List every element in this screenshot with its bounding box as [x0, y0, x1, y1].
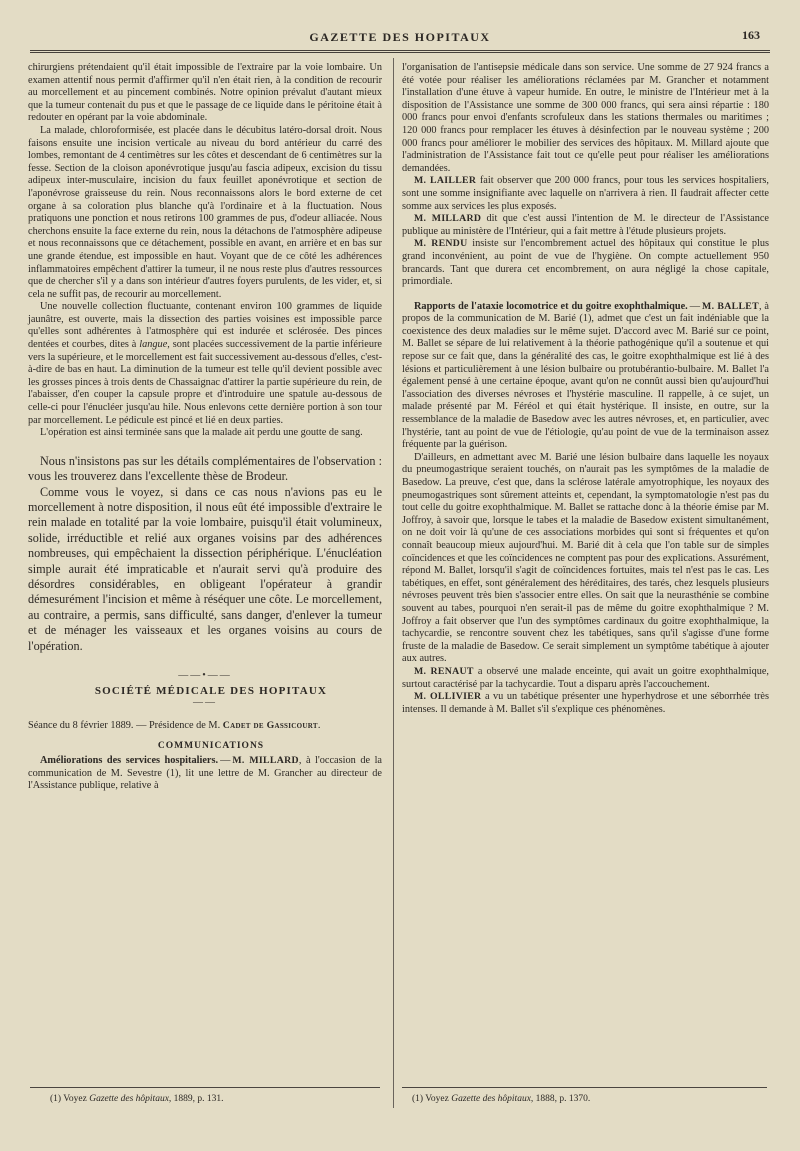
column-divider [393, 58, 394, 1108]
president-name: Cadet de Gassicourt [222, 719, 318, 731]
text-run: , à propos de la communication de M. Barié (1), admet que c'est un fait indéniable que la coexistence des deux maladies sur le même sujet. D'accord avec M. Barié sur ce point, M. Ballet se sépare de lui relativement à la théorie pathogénique qu'il a soutenue et qui repose sur ce fait que, dans la généralité des cas, le goitre exophthalmique est lié à des lésions et particulièrement à une lésion bulbaire ou protubérantio-bulbaire. M. Ballet l'a également pensé à une certaine époque, avant qu'on ne connût aussi bien qu'aujourd'hui l'association des diverses névroses et l'hystérie masculine. Il rappelle, à ce sujet, un malade présenté par M. Féréol et qui était hystérique. Il insiste, en outre, sur la ressemblance de la maladie de Basedow avec les autres névroses, et, en particulier, avec l'hystérie, tant au point de vue de l'étiologie, qu'au point de vue de la terminaison assez fréquente par la guérison. [402, 300, 770, 451]
speaker-name: M. OLLIVIER [414, 691, 482, 703]
paragraph: Comme vous le voyez, si dans ce cas nous n'avions pas eu le morcellement à notre disposition, il nous eût été impossible d'extraire le rein malade en totalité par la voie lombaire, puisqu'il était volumineux, solide, irréductible et relié aux organes voisins par des adhérences nombreuses, qui empêchaient la dissection périphérique. L'énucléation simple aurait été impraticable et n'aurait servi qu'à produire des désordres considérables, en obligeant l'opérateur à grandir démesurément l'incision et même à réséquer une côte. Le morcellement, au contraire, a permis, sans difficulté, sans danger, d'enlever la tumeur et de ménager les vaisseaux et les organes voisins au cours de l'opération. [28, 484, 382, 653]
paragraph: Améliorations des services hospitaliers. — M. MILLARD, à l'occasion de la communication de M. Sevestre (1), lit une lettre de M. Grancher au directeur de l'Assistance publique, relative à [28, 755, 383, 792]
paragraph [402, 691, 769, 716]
text-run: a vu un tabétique présenter une hyperhydrose et une séborrhée très intenses. Il demande à M. Ballet s'il s'explique ces phénomènes. [402, 691, 769, 715]
text-run: (1) Voyez [50, 1094, 90, 1104]
footnote [412, 1094, 590, 1104]
text-run: insiste sur l'encombrement actuel des hôpitaux qui constitue le plus grand inconvénient, au point de vue de l'hygiène. On compte actuellement 950 brancards. Tant que durera cet encombrement, on aura négligé la chose capitale, primordiale. [402, 238, 769, 288]
speaker-name: M. RENAUT [414, 665, 474, 677]
paragraph [402, 666, 769, 691]
speaker-name: M. MILLARD [232, 755, 299, 767]
speaker-name: M. LAILLER [414, 175, 477, 187]
text-run: , à l'occasion de la communication de M. Sevestre (1), lit une lettre de M. Grancher au directeur de l'Assistance publique, relative à [28, 755, 383, 792]
footnote-rule [402, 1087, 767, 1088]
paragraph: l'organisation de l'antisepsie médicale dans son service. Une somme de 27 924 francs a été votée pour réaliser les améliorations réclamées par M. Grancher et notamment l'installation d'une étuve à vapeur humide. En outre, le ministre de l'Intérieur met à la disposition de l'Assistance une somme de 300 000 francs, qui sera ainsi répartie : 180 000 francs pour envoi d'enfants scrofuleux dans les stations thermales ou maritimes ; 120 000 francs pour remplacer les étuves à désinfection par le nouveau système ; 200 000 francs pour améliorer le mobilier des services des hôpitaux. M. Millard ajoute que l'administration de l'Assistance fait tout ce qu'elle peut pour réaliser les améliorations demandées. [402, 62, 769, 174]
footnote-rule [30, 1087, 380, 1088]
paragraph [402, 175, 769, 213]
journal-ref: Gazette des hôpitaux [451, 1094, 531, 1104]
session-line [28, 720, 382, 733]
journal-title: GAZETTE DES HOPITAUX [309, 30, 491, 44]
header-rule [30, 50, 770, 53]
paragraph: chirurgiens prétendaient qu'il était impossible de l'extraire par la voie lombaire. Un examen attentif nous permit d'affirmer qu'il n'en était rien, à la condition de recourir au morcellement et au pincement combinés. Notre opinion prévalut d'autant mieux que la tumeur contenait du pus et que le passage de ce liquide dans le péritoine était à redouter en opérant par la voie abdominale. [28, 62, 382, 124]
text-run: , sont placées successivement de la partie inférieure vers la supérieure, et le morcellement est fait successivement au-dessous d'elles, c'est-à-dire de bas en haut. La diminution de la tumeur est telle qu'il devient possible avec les grosses pinces à trois dents de Chassaignac d'attirer la partie supérieure du rein, de l'abaisser, d'en couper la capsule propre et d'introduire une spatule au-dessous de celle-ci pour l'énucléer jusqu'au hile. Nous enlevons cette dernière portion à son tour par morcellement. Le pédicule est pincé et lié en deux parties. [28, 339, 382, 426]
italic-term: langue [139, 339, 168, 351]
running-head [0, 28, 800, 48]
speaker-name: M. RENDU [414, 238, 468, 250]
page-number: 163 [742, 28, 760, 42]
footnote [50, 1094, 224, 1104]
text-run: (1) Voyez [412, 1094, 452, 1104]
text-run: a observé une malade enceinte, qui avait un goitre exophthalmique, surtout caractérisé par la tachycardie. Tout a disparu après l'accouchement. [402, 665, 770, 690]
text-run: dit que c'est aussi l'intention de M. le directeur de l'Assistance publique au ministère de l'Intérieur, qui a fait mettre à l'étude plusieurs projets. [402, 213, 770, 237]
paragraph: Nous n'insistons pas sur les détails complémentaires de l'observation : vous les trouverez dans l'excellente thèse de Brodeur. [28, 453, 382, 484]
subheading: COMMUNICATIONS [157, 741, 265, 752]
article-heading: Rapports de l'ataxie locomotrice et du goitre exophthalmique. [414, 300, 688, 312]
text-run: fait observer que 200 000 francs, pour tous les services hospitaliers, sont une somme insignifiante avec laquelle on n'arrivera à rien. Il faudrait affecter cette somme aux services les plus exposés. [402, 175, 769, 212]
text-run: Séance du 8 février 1889. — Présidence de M. [28, 719, 223, 731]
paragraph: L'opération est ainsi terminée sans que la malade ait perdu une goutte de sang. [40, 427, 363, 439]
text-run: , 1888, p. 1370. [530, 1094, 591, 1104]
text-run: . [317, 719, 321, 731]
short-rule: —— [193, 697, 217, 709]
speaker-name: M. BALLET [702, 300, 759, 312]
journal-ref: Gazette des hôpitaux [89, 1094, 169, 1104]
paragraph [402, 213, 769, 238]
section-title: SOCIÉTÉ MÉDICALE DES HOPITAUX [94, 684, 328, 697]
ornament-divider: ——•—— [178, 670, 232, 682]
left-column [28, 62, 382, 793]
speaker-name: M. MILLARD [414, 213, 482, 225]
paragraph: D'ailleurs, en admettant avec M. Barié une lésion bulbaire dans laquelle les noyaux du pneumogastrique seraient touchés, on n'aurait pas les symptômes de la maladie de Basedow. La preuve, c'est que, dans la sclérose latérale amyotrophique, les noyaux des pneumogastriques sont sûrement atteints et, cependant, la symptomatologie n'est pas du tout celle du goitre exophthalmique. M. Ballet se rattache donc à la théorie émise par M. Joffroy, à savoir que, lorsque le tabes et la maladie de Basedow existent simultanément, on ne doit voir là qu'une de ces associations morbides qui sont si fréquentes et qu'on connaît beaucoup mieux aujourd'hui. M. Barié dit à cela que l'on table sur de simples coïncidences et que les coïncidences ne comptent pas pour des explications. Assurément, répond M. Ballet, lorsqu'il s'agit de coïncidences fortuites, mais tel n'est pas le cas. Les tabétiques, en effet, sont généralement des héréditaires, des tarés, chez lesquels plusieurs névroses peuvent très bien s'associer entre elles. On sait que la neurasthénie se combine souvent au tabes, pourquoi n'en serait-il pas de même du goitre exophthalmique ? M. Joffroy a fait observer que l'un des symptômes cardinaux du goitre exophthalmique, la tachycardie, se rencontre souvent chez les tabétiques, sans qu'il s'agisse d'une forme fruste de la maladie de Basedow. Ce serait simplement un symptôme tabétique à ajouter aux autres. [402, 451, 769, 665]
paragraph: La malade, chloroformisée, est placée dans le décubitus latéro-dorsal droit. Nous faisons ensuite une incision verticale au niveau du bord antérieur du carré des lombes, remontant de 4 centimètres sur les côtes et descendant de 6 centimètres sur la fesse. Section de la cloison aponévrotique jusqu'au fascia adipeux, excision du tissu adipeux inter-musculaire, incision du faux feuillet aponévrotique et section de l'aponévrose graisseuse du rein. Nous reconnaissons alors le bord externe de cet organe à sa coloration plus blanche qu'à l'ordinaire et à la fluctuation. Nous pratiquons une ponction et nous retirons 100 grammes de pus, d'odeur alliacée. Nous cherchons ensuite la face externe du rein, nous la détachons de l'atmosphère adipeuse et nous reconnaissons que ce détachement, possible en avant, en arrière et en bas sur une grande étendue, est impossible en haut. Voyant que de ce côté les adhérences inflammatoires empêchent d'attirer la tumeur, il ne nous reste plus d'autres ressources que de chercher s'il y a dans son intérieur d'autres foyers purulents, de les vider, et, si cela ne suffit pas, de recourir au morcellement. [28, 124, 382, 300]
paragraph [28, 301, 382, 427]
text-run: , 1889, p. 131. [168, 1094, 224, 1104]
text-run: Une nouvelle collection fluctuante, contenant environ 100 grammes de liquide jaunâtre, est ouverte, mais la dissection des parties voisines est impossible parce qu'elles sont adhérentes à l'atmosphère qui est indurée et sclérosée. Des pinces dentées et courbes, dites à [28, 301, 382, 351]
right-column [402, 62, 769, 716]
article-heading: Améliorations des services hospitaliers. [40, 755, 219, 767]
paragraph: Rapports de l'ataxie locomotrice et du goitre exophthalmique. — M. BALLET, à propos de la communication de M. Barié (1), admet que c'est un fait indéniable que la coexistence des deux maladies sur le même sujet. D'accord avec M. Barié sur ce point, M. Ballet se sépare de lui relativement à la théorie pathogénique qu'il a soutenue et qui repose sur ce fait que, dans la généralité des cas, le goitre exophthalmique est lié à des lésions et particulièrement à une lésion bulbaire ou protubérantio-bulbaire. M. Ballet l'a également pensé à une certaine époque, avant qu'on ne connût aussi bien qu'aujourd'hui l'association des diverses névroses et l'hystérie masculine. Il rappelle, à ce sujet, un malade présenté par M. Féréol et qui était hystérique. Il insiste, en outre, sur la ressemblance de la maladie de Basedow avec les autres névroses, et, en particulier, avec l'hystérie, tant au point de vue de l'étiologie, qu'au point de vue de la terminaison assez fréquente par la guérison. [402, 300, 770, 451]
paragraph [402, 238, 769, 288]
